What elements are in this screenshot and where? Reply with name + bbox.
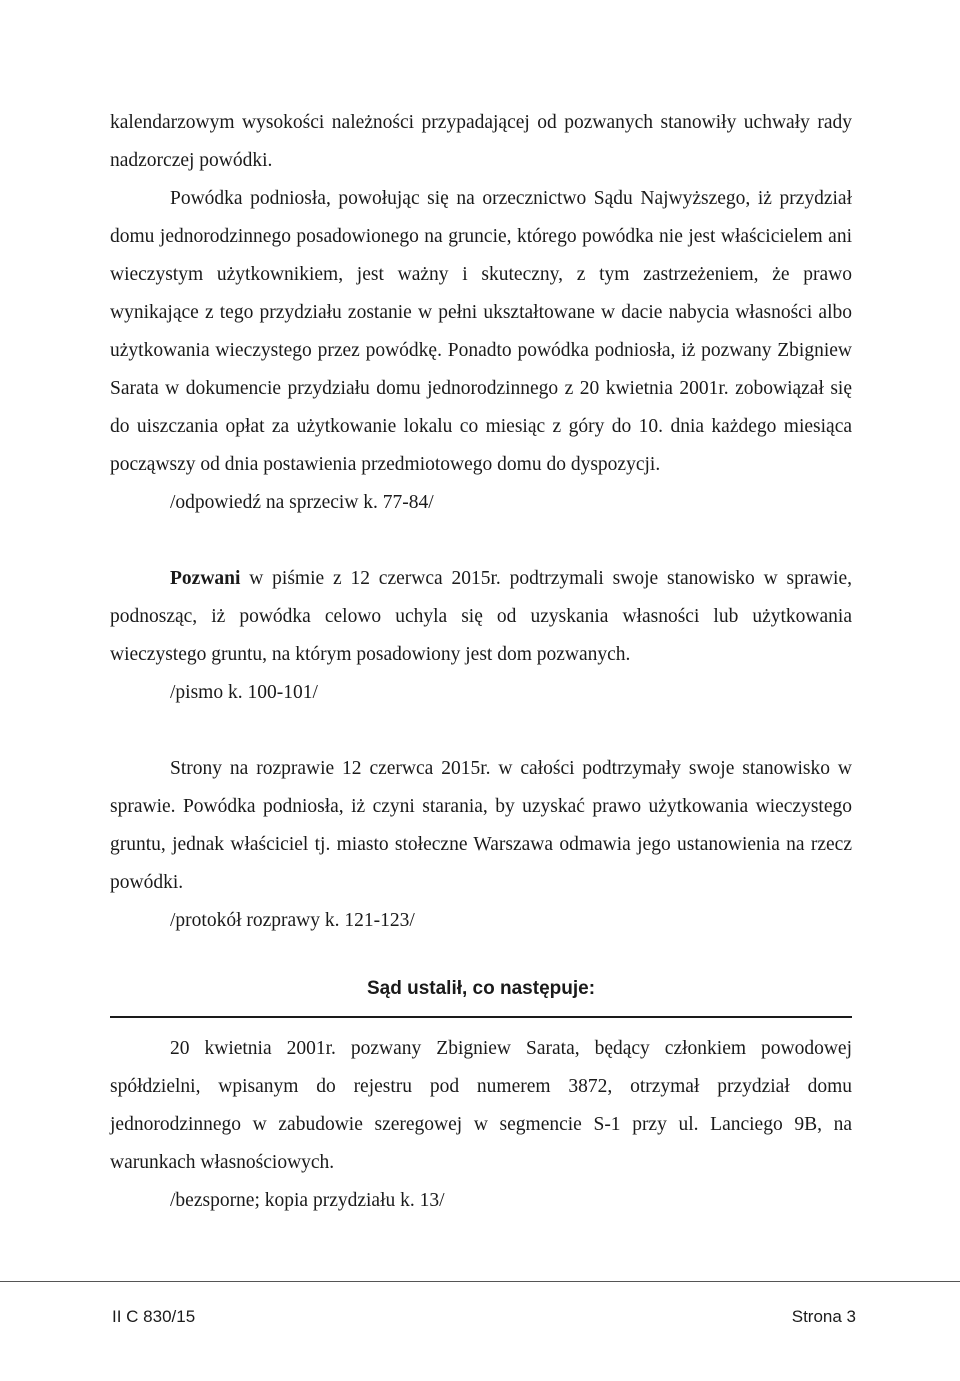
defendants-text: w piśmie z 12 czerwca 2015r. podtrzymali swoje stanowisko w sprawie, podnosząc, iż powódka celowo uchyla się od uzyskania własności lub użytkowania wieczystego gruntu, na którym posadowiony jest dom pozwanych. xyxy=(110,568,852,665)
document-body xyxy=(110,104,852,1220)
reference-undisputed: /bezsporne; kopia przydziału k. 13/ xyxy=(170,1190,445,1211)
paragraph-defendants-letter xyxy=(110,560,852,674)
reference-letter: /pismo k. 100-101/ xyxy=(170,682,318,703)
heading-divider xyxy=(110,1016,852,1018)
paragraph-continuation: kalendarzowym wysokości należności przypadającej od pozwanych stanowiły uchwały rady nadzorczej powódki. xyxy=(110,112,852,171)
page-number: Strona 3 xyxy=(791,1307,856,1326)
section-heading: Sąd ustalił, co następuje: xyxy=(366,978,596,999)
paragraph-findings: 20 kwietnia 2001r. pozwany Zbigniew Sarata, będący członkiem powodowej spółdzielni, wpisanym do rejestru pod numerem 3872, otrzymał przydział domu jednorodzinnego w zabudowie szeregowej w segmencie S-1 przy ul. Lanciego 9B, na warunkach własnościowych. xyxy=(110,1038,852,1173)
case-number: II C 830/15 xyxy=(112,1307,196,1326)
paragraph-hearing: Strony na rozprawie 12 czerwca 2015r. w całości podtrzymały swoje stanowisko w sprawie. Powódka podniosła, iż czyni starania, by uzyskać prawo użytkowania wieczystego gruntu, jednak właściciel tj. miasto stołeczne Warszawa odmawia jego ustanowienia na rzecz powódki. xyxy=(110,758,852,893)
reference-response: /odpowiedź na sprzeciw k. 77-84/ xyxy=(170,492,434,513)
footer-divider xyxy=(0,1281,960,1282)
defendants-label: Pozwani xyxy=(170,568,241,589)
reference-protocol: /protokół rozprawy k. 121-123/ xyxy=(170,910,415,931)
paragraph-plaintiff-argument: Powódka podniosła, powołując się na orzecznictwo Sądu Najwyższego, iż przydział domu jednorodzinnego posadowionego na gruncie, którego powódka nie jest właścicielem ani wieczystym użytkownikiem, jest ważny i skuteczny, z tym zastrzeżeniem, że prawo wynikające z tego przydziału zostanie w pełni ukształtowane w dacie nabycia własności albo użytkowania wieczystego przez powódkę. Ponadto powódka podniosła, iż pozwany Zbigniew Sarata w dokumencie przydziału domu jednorodzinnego z 20 kwietnia 2001r. zobowiązał się do uiszczania opłat za użytkowanie lokalu co miesiąc z góry do 10. dnia każdego miesiąca począwszy od dnia postawienia przedmiotowego domu do dyspozycji. xyxy=(110,188,852,475)
